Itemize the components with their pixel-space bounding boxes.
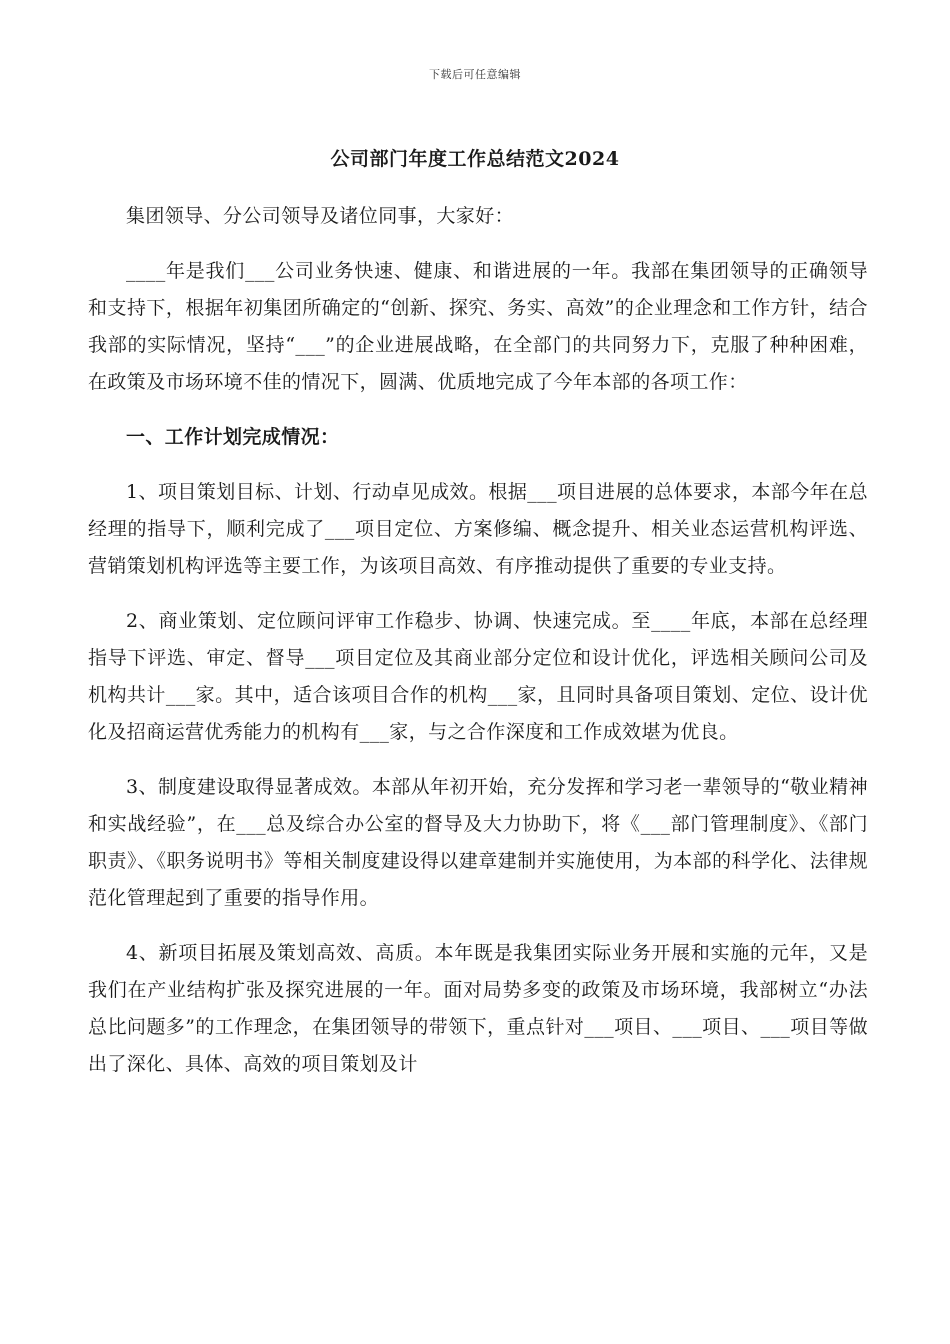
item-paragraph-1: 1、项目策划目标、计划、行动卓见成效。根据___项目进展的总体要求，本部今年在总经理的指导下，顺利完成了___项目定位、方案修编、概念提升、相关业态运营机构评选、营销策划机构评选等主要工作，为该项目高效、有序推动提供了重要的专业支持。 bbox=[88, 481, 868, 577]
item-paragraph-3: 3、制度建设取得显著成效。本部从年初开始，充分发挥和学习老一辈领导的“敬业精神和实战经验”，在___总及综合办公室的督导及大力协助下，将《___部门管理制度》、《部门职责》、《职务说明书》等相关制度建设得以建章建制并实施使用，为本部的科学化、法律规范化管理起到了重要的指导作用。 bbox=[88, 776, 868, 909]
document-body bbox=[88, 198, 868, 1101]
document-title: 公司部门年度工作总结范文2024 bbox=[330, 148, 620, 170]
item-paragraph-2: 2、商业策划、定位顾问评审工作稳步、协调、快速完成。至____年底，本部在总经理指导下评选、审定、督导___项目定位及其商业部分定位和设计优化，评选相关顾问公司及机构共计___家。其中，适合该项目合作的机构___家，且同时具备项目策划、定位、设计优化及招商运营优秀能力的机构有___家，与之合作深度和工作成效堪为优良。 bbox=[88, 610, 868, 743]
greeting-paragraph: 集团领导、分公司领导及诸位同事，大家好： bbox=[126, 205, 515, 227]
header-note: 下载后可任意编辑 bbox=[429, 68, 521, 81]
item-paragraph-4: 4、新项目拓展及策划高效、高质。本年既是我集团实际业务开展和实施的元年，又是我们在产业结构扩张及探究进展的一年。面对局势多变的政策及市场环境，我部树立“办法总比问题多”的工作理念，在集团领导的带领下，重点针对___项目、___项目、___项目等做出了深化、具体、高效的项目策划及计 bbox=[88, 942, 868, 1075]
section-heading: 一、工作计划完成情况： bbox=[126, 426, 340, 448]
intro-paragraph: ____年是我们___公司业务快速、健康、和谐进展的一年。我部在集团领导的正确领导和支持下，根据年初集团所确定的“创新、探究、务实、高效”的企业理念和工作方针，结合我部的实际情况，坚持“___”的企业进展战略，在全部门的共同努力下，克服了种种困难，在政策及市场环境不佳的情况下，圆满、优质地完成了今年本部的各项工作： bbox=[88, 260, 868, 393]
